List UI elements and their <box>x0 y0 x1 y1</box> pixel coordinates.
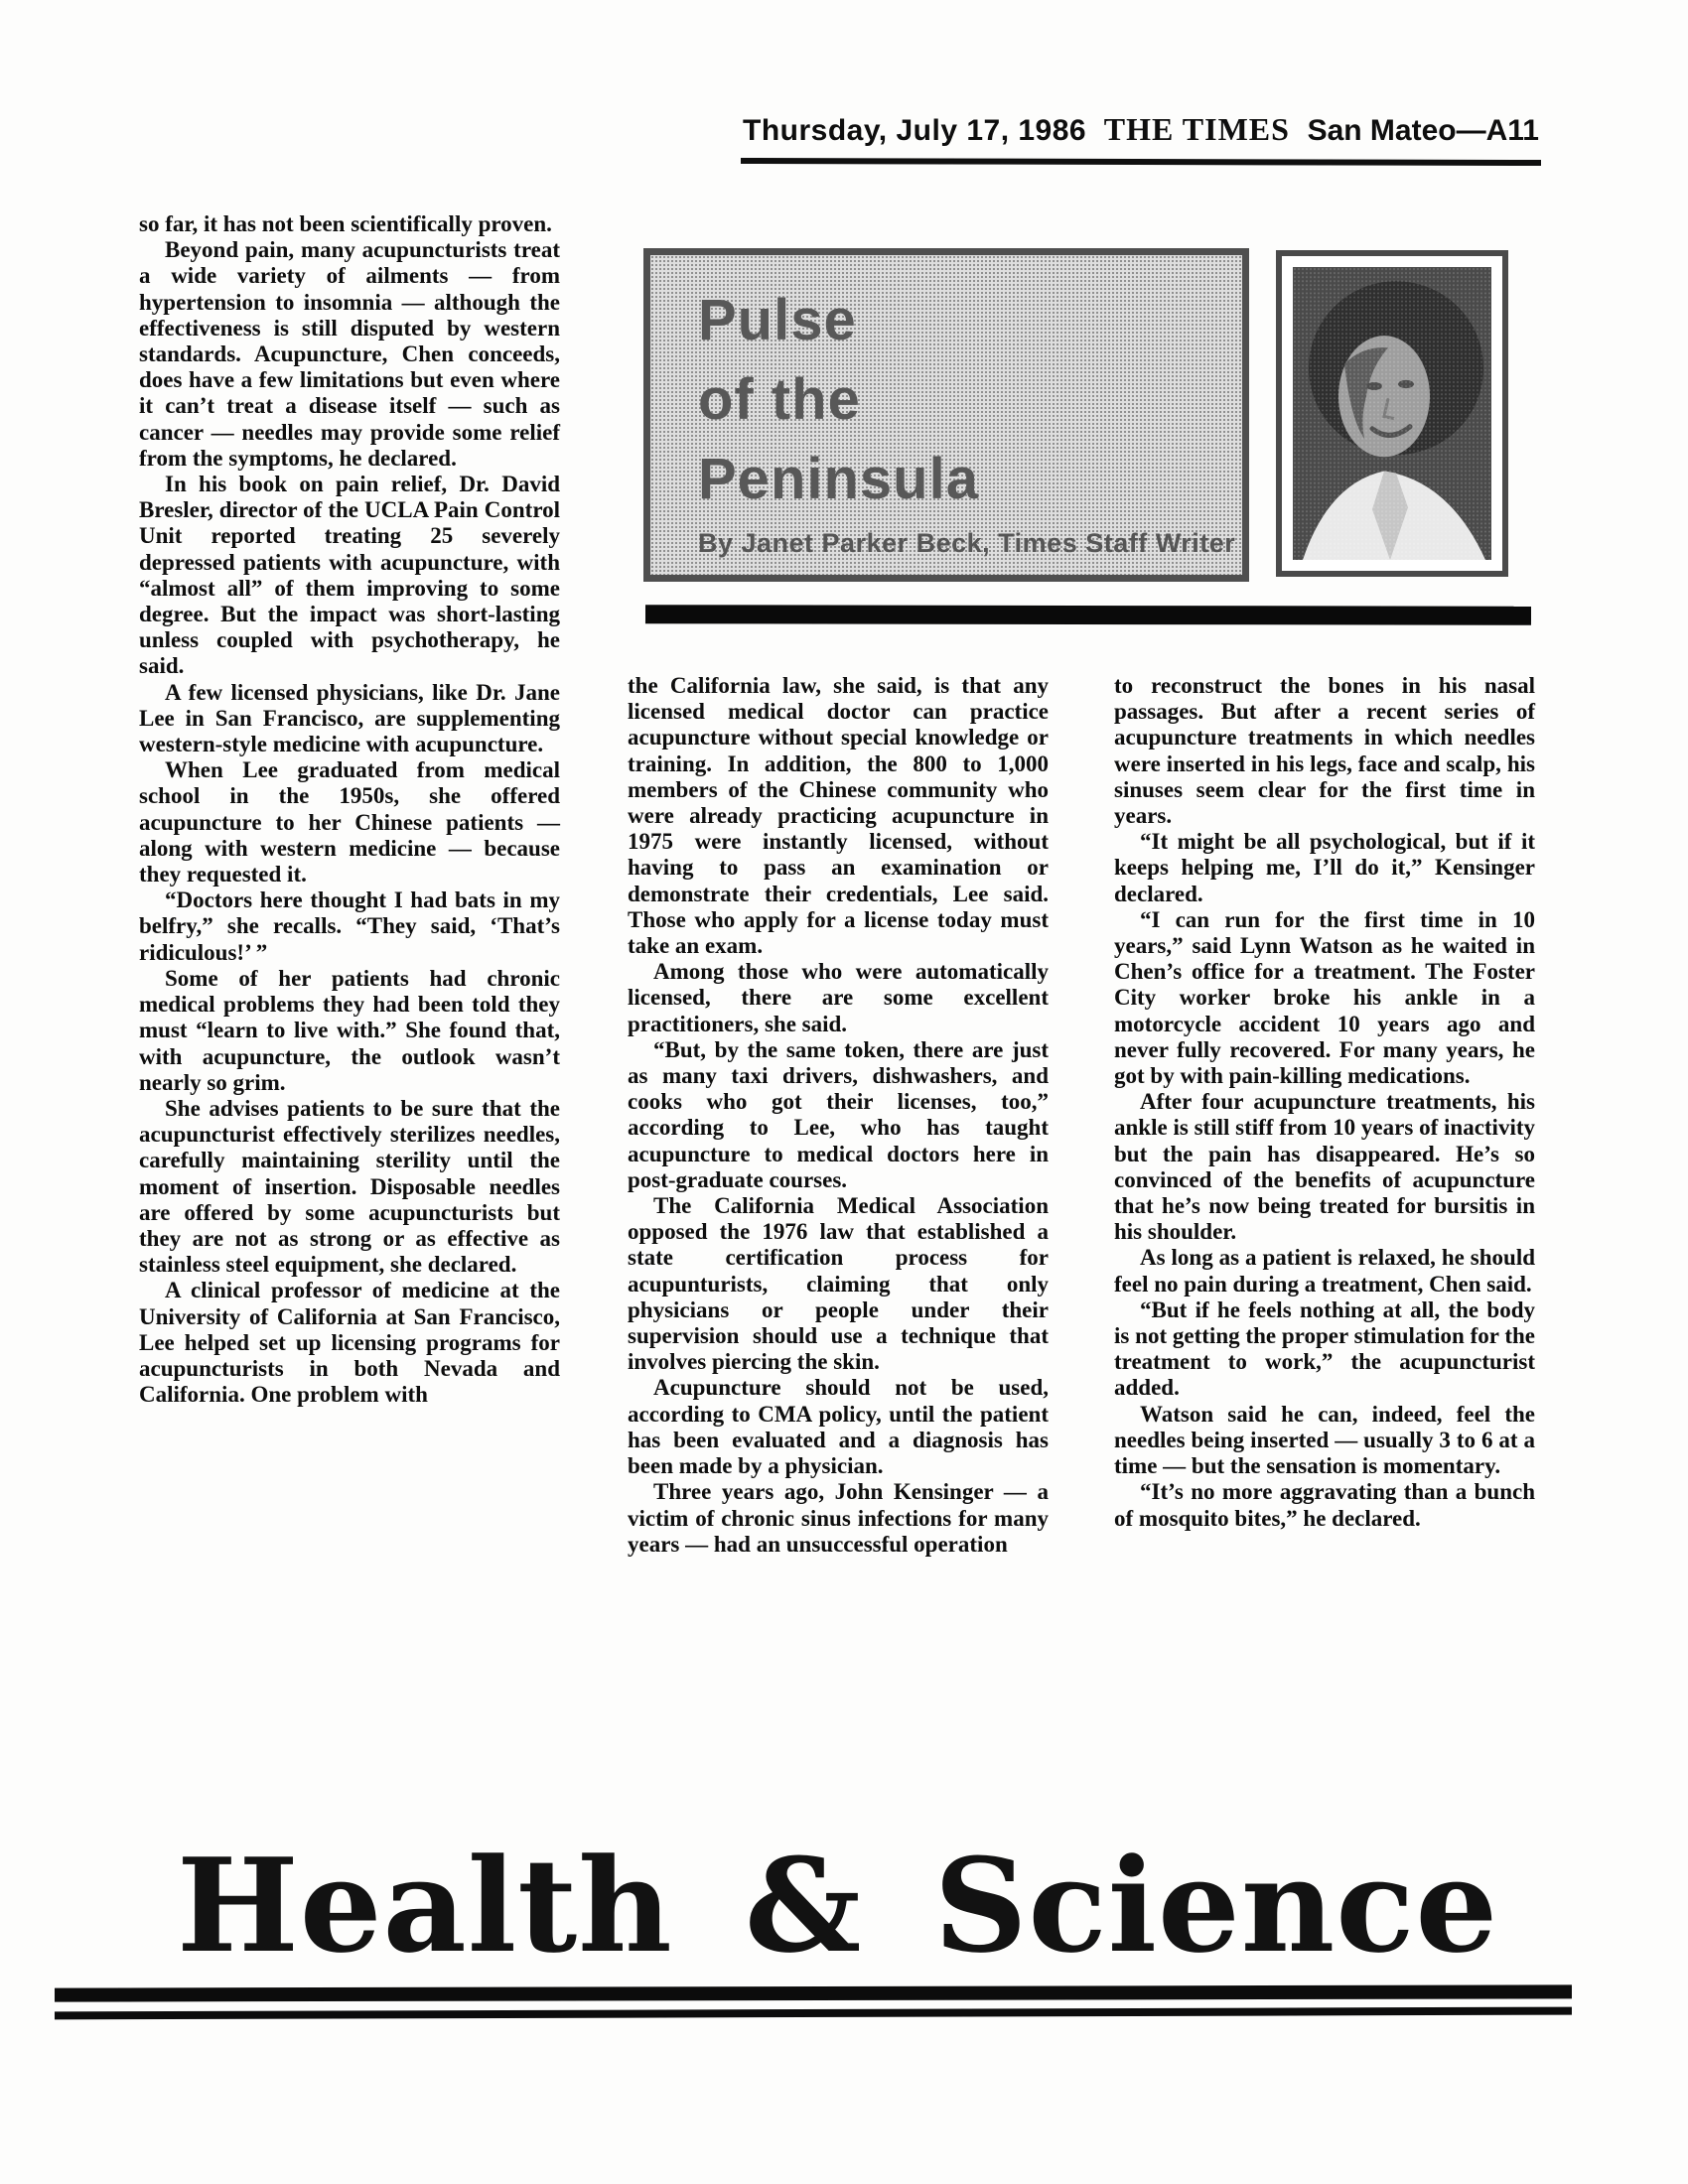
paragraph: Beyond pain, many acupuncturists treat a wide variety of ailments — from hypertension to insomnia — although the effectiveness is still disputed by western standards. Acupuncture, Chen conceeds, does have a few limitations but even where it can’t treat a disease itself — such as cancer — needles may provide some relief from the symptoms, he declared. <box>139 237 560 471</box>
paragraph: She advises patients to be sure that the acupuncturist effectively sterilizes needles, carefully maintaining sterility until the moment of insertion. Disposable needles are offered by some acupuncturists but they are not as strong or as effective as stainless steel equipment, she declared. <box>139 1095 560 1278</box>
feature-box <box>643 248 1249 582</box>
article-column-3 <box>1114 673 1535 1532</box>
header-date: Thursday, July 17, 1986 <box>743 114 1087 147</box>
paragraph: Watson said he can, indeed, feel the needles being inserted — usually 3 to 6 at a time — but the sensation is momentary. <box>1114 1401 1535 1479</box>
paragraph: A few licensed physicians, like Dr. Jane Lee in San Francisco, are supplementing western-style medicine with acupuncture. <box>139 679 560 757</box>
paragraph: to reconstruct the bones in his nasal passages. But after a recent series of acupuncture treatments in which needles were inserted in his legs, face and scalp, his sinuses seem clear for the first time in years. <box>1114 673 1535 829</box>
paragraph: “But if he feels nothing at all, the body is not getting the proper stimulation for the treatment to work,” the acupuncturist added. <box>1114 1297 1535 1401</box>
page-header <box>743 111 1539 148</box>
paragraph: As long as a patient is relaxed, he should feel no pain during a treatment, Chen said. <box>1114 1245 1535 1297</box>
header-rule <box>741 158 1541 166</box>
section-masthead-title: Health & Science <box>177 1830 1499 1981</box>
feature-byline: By Janet Parker Beck, Times Staff Writer <box>698 528 1236 558</box>
feature-title-line: of the <box>698 367 861 432</box>
paragraph: When Lee graduated from medical school in the 1950s, she offered acupuncture to her Chinese patients — along with western medicine — because they requested it. <box>139 757 560 887</box>
paragraph: A clinical professor of medicine at the University of California at San Francisco, Lee helped set up licensing programs for acupuncturists in both Nevada and California. One problem with <box>139 1278 560 1408</box>
paragraph: “Doctors here thought I had bats in my belfry,” she recalls. “They said, ‘That’s ridiculous!’ ” <box>139 887 560 965</box>
paragraph: After four acupuncture treatments, his ankle is still stiff from 10 years of inactivity but the pain has disappeared. He’s so convinced of the benefits of acupuncture that he’s now being treated for bursitis in his shoulder. <box>1114 1089 1535 1245</box>
article-column-1 <box>139 211 560 1408</box>
paragraph: the California law, she said, is that any licensed medical doctor can practice acupuncture without special knowledge or training. In addition, the 800 to 1,000 members of the Chinese community who were already practicing acupuncture in 1975 were instantly licensed, without having to pass an examination or demonstrate their credentials, Lee said. Those who apply for a license today must take an exam. <box>628 673 1049 959</box>
masthead-rule-thin <box>55 2007 1572 2020</box>
paragraph: Among those who were automatically licensed, there are some excellent practitioners, she said. <box>628 959 1049 1036</box>
portrait-photo-graphic <box>1293 267 1491 560</box>
paragraph: The California Medical Association opposed the 1976 law that established a state certification process for acupunturists, claiming that only physicians or people under their supervision should use a technique that involves piercing the skin. <box>628 1193 1049 1375</box>
paragraph: “But, by the same token, there are just as many taxi drivers, dishwashers, and cooks who got their licenses, too,” according to Lee, who has taught acupuncture to medical doctors here in post-graduate courses. <box>628 1036 1049 1192</box>
feature-title-line: Pulse <box>698 288 857 352</box>
paragraph: “It’s no more aggravating than a bunch of mosquito bites,” he declared. <box>1114 1479 1535 1531</box>
paragraph: Acupuncture should not be used, according to CMA policy, until the patient has been evaluated and a diagnosis has been made by a physician. <box>628 1375 1049 1479</box>
paragraph: Three years ago, John Kensinger — a victim of chronic sinus infections for many years — had an unsuccessful operation <box>628 1479 1049 1557</box>
paragraph: “I can run for the first time in 10 years,” said Lynn Watson as he waited in Chen’s office for a treatment. The Foster City worker broke his ankle in a motorcycle accident 10 years ago and never fully recovered. For many years, he got by with pain-killing medications. <box>1114 906 1535 1089</box>
paragraph: so far, it has not been scientifically proven. <box>139 211 552 236</box>
header-edition-page: San Mateo—A11 <box>1307 114 1539 147</box>
feature-title <box>698 281 979 519</box>
paragraph: “It might be all psychological, but if it keeps helping me, I’ll do it,” Kensinger declared. <box>1114 829 1535 906</box>
header-paper-name: THE TIMES <box>1103 111 1290 147</box>
staff-photo <box>1276 250 1508 577</box>
masthead-rule-thick <box>55 1984 1572 2001</box>
divider-bar <box>645 605 1531 625</box>
feature-title-line: Peninsula <box>698 447 979 511</box>
paragraph: In his book on pain relief, Dr. David Bresler, director of the UCLA Pain Control Unit reported treating 25 severely depressed patients with acupuncture, with “almost all” of them improving to some degree. But the impact was short-lasting unless coupled with psychotherapy, he said. <box>139 472 560 679</box>
paragraph: Some of her patients had chronic medical problems they had been told they must “learn to live with.” She found that, with acupuncture, the outlook wasn’t nearly so grim. <box>139 965 560 1095</box>
article-column-2 <box>628 673 1049 1558</box>
